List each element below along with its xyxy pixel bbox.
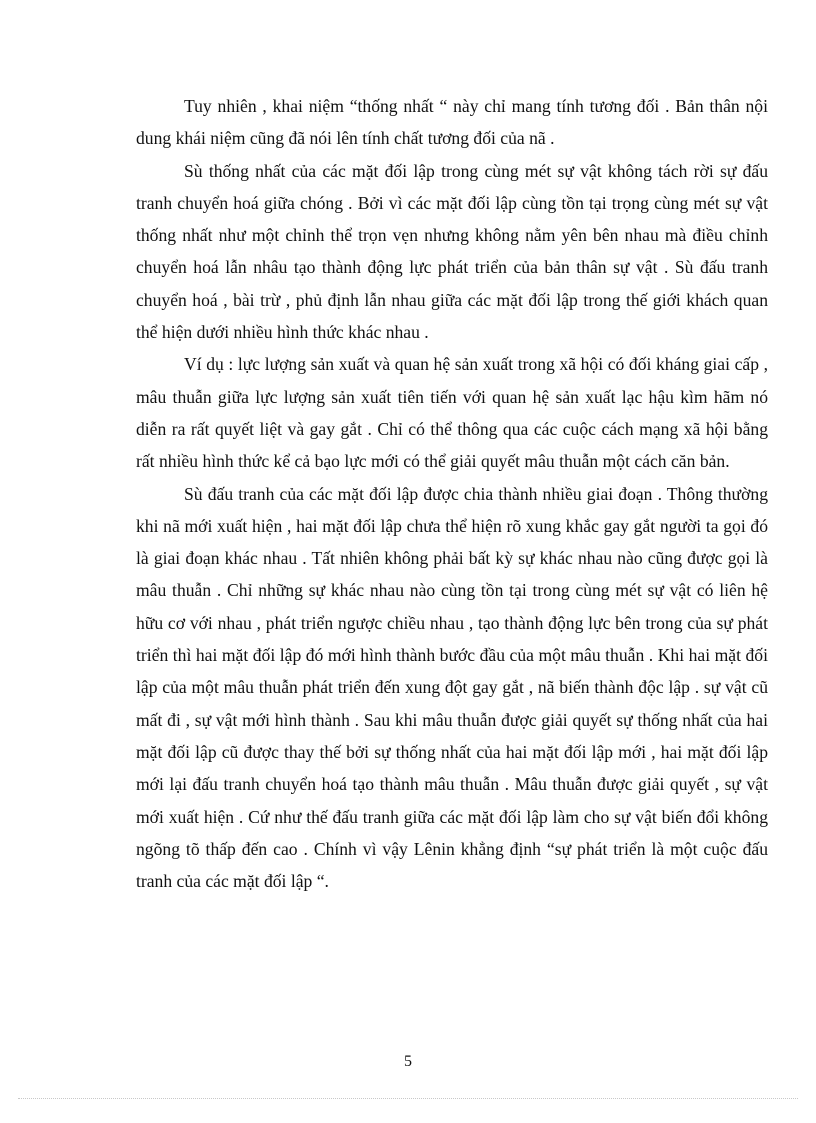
paragraph-unity-struggle: Sù thống nhất của các mặt đối lập trong cùng mét sự vật không tách rời sự đấu tranh chuyển hoá giữa chóng . Bởi vì các mặt đối lập cùng tồn tại trọng cùng mét sự vật thống nhất như một chỉnh thể trọn vẹn nhưng không nằm yên bên nhau mà điều chỉnh chuyển hoá lẫn nhâu tạo thành động lực phát triển của bản thân sự vật . Sù đấu tranh chuyển hoá , bài trừ , phủ định lẫn nhau giữa các mặt đối lập trong thế giới khách quan thể hiện dưới nhiều hình thức khác nhau . bbox=[136, 160, 768, 343]
paragraph-struggle-stages: Sù đấu tranh của các mặt đối lập được chia thành nhiều giai đoạn . Thông thường khi nã mới xuất hiện , hai mặt đối lập chưa thể hiện rõ xung khắc gay gắt người ta gọi đó là giai đoạn khác nhau . Tất nhiên không phải bất kỳ sự khác nhau nào cũng được gọi là mâu thuẫn . Chỉ những sự khác nhau nào cùng tồn tại trong cùng mét sự vật có liên hệ hữu cơ với nhau , phát triển ngược chiều nhau , tạo thành động lực bên trong của sự phát triển thì hai mặt đối lập đó mới hình thành bước đầu của một mâu thuẫn . Khi hai mặt đối lập của một mâu thuẫn phát triển đến xung đột gay gắt , nã biến thành độc lập . sự vật cũ mất đi , sự vật mới hình thành . Sau khi mâu thuẫn được giải quyết sự thống nhất của hai mặt đối lập cũ được thay thế bởi sự thống nhất của hai mặt đối lập mới , hai mặt đối lập mới lại đấu tranh chuyển hoá tạo thành mâu thuẫn . Mâu thuẫn được giải quyết , sự vật mới xuất hiện . Cứ như thế đấu tranh giữa các mặt đối lập làm cho sự vật biến đổi không ngõng tõ thấp đến cao . Chính vì vậy Lênin khẳng định “sự phát triển là một cuộc đấu tranh của các mặt đối lập “. bbox=[136, 483, 768, 892]
paragraph-example: Ví dụ : lực lượng sản xuất và quan hệ sản xuất trong xã hội có đối kháng giai cấp , mâu thuẫn giữa lực lượng sản xuất tiên tiến với quan hệ sản xuất lạc hậu kìm hãm nó diễn ra rất quyết liệt và gay gắt . Chỉ có thể thông qua các cuộc cách mạng xã hội bằng rất nhiều hình thức kể cả bạo lực mới có thể giải quyết mâu thuẫn một cách căn bản. bbox=[136, 354, 768, 472]
body-text bbox=[136, 90, 768, 897]
page-number: 5 bbox=[404, 1053, 412, 1070]
paragraph-unity-relative: Tuy nhiên , khai niệm “thống nhất “ này chỉ mang tính tương đối . Bản thân nội dung khái niệm cũng đã nói lên tính chất tương đối của nã . bbox=[136, 96, 768, 149]
page-bottom-divider bbox=[18, 1098, 798, 1099]
